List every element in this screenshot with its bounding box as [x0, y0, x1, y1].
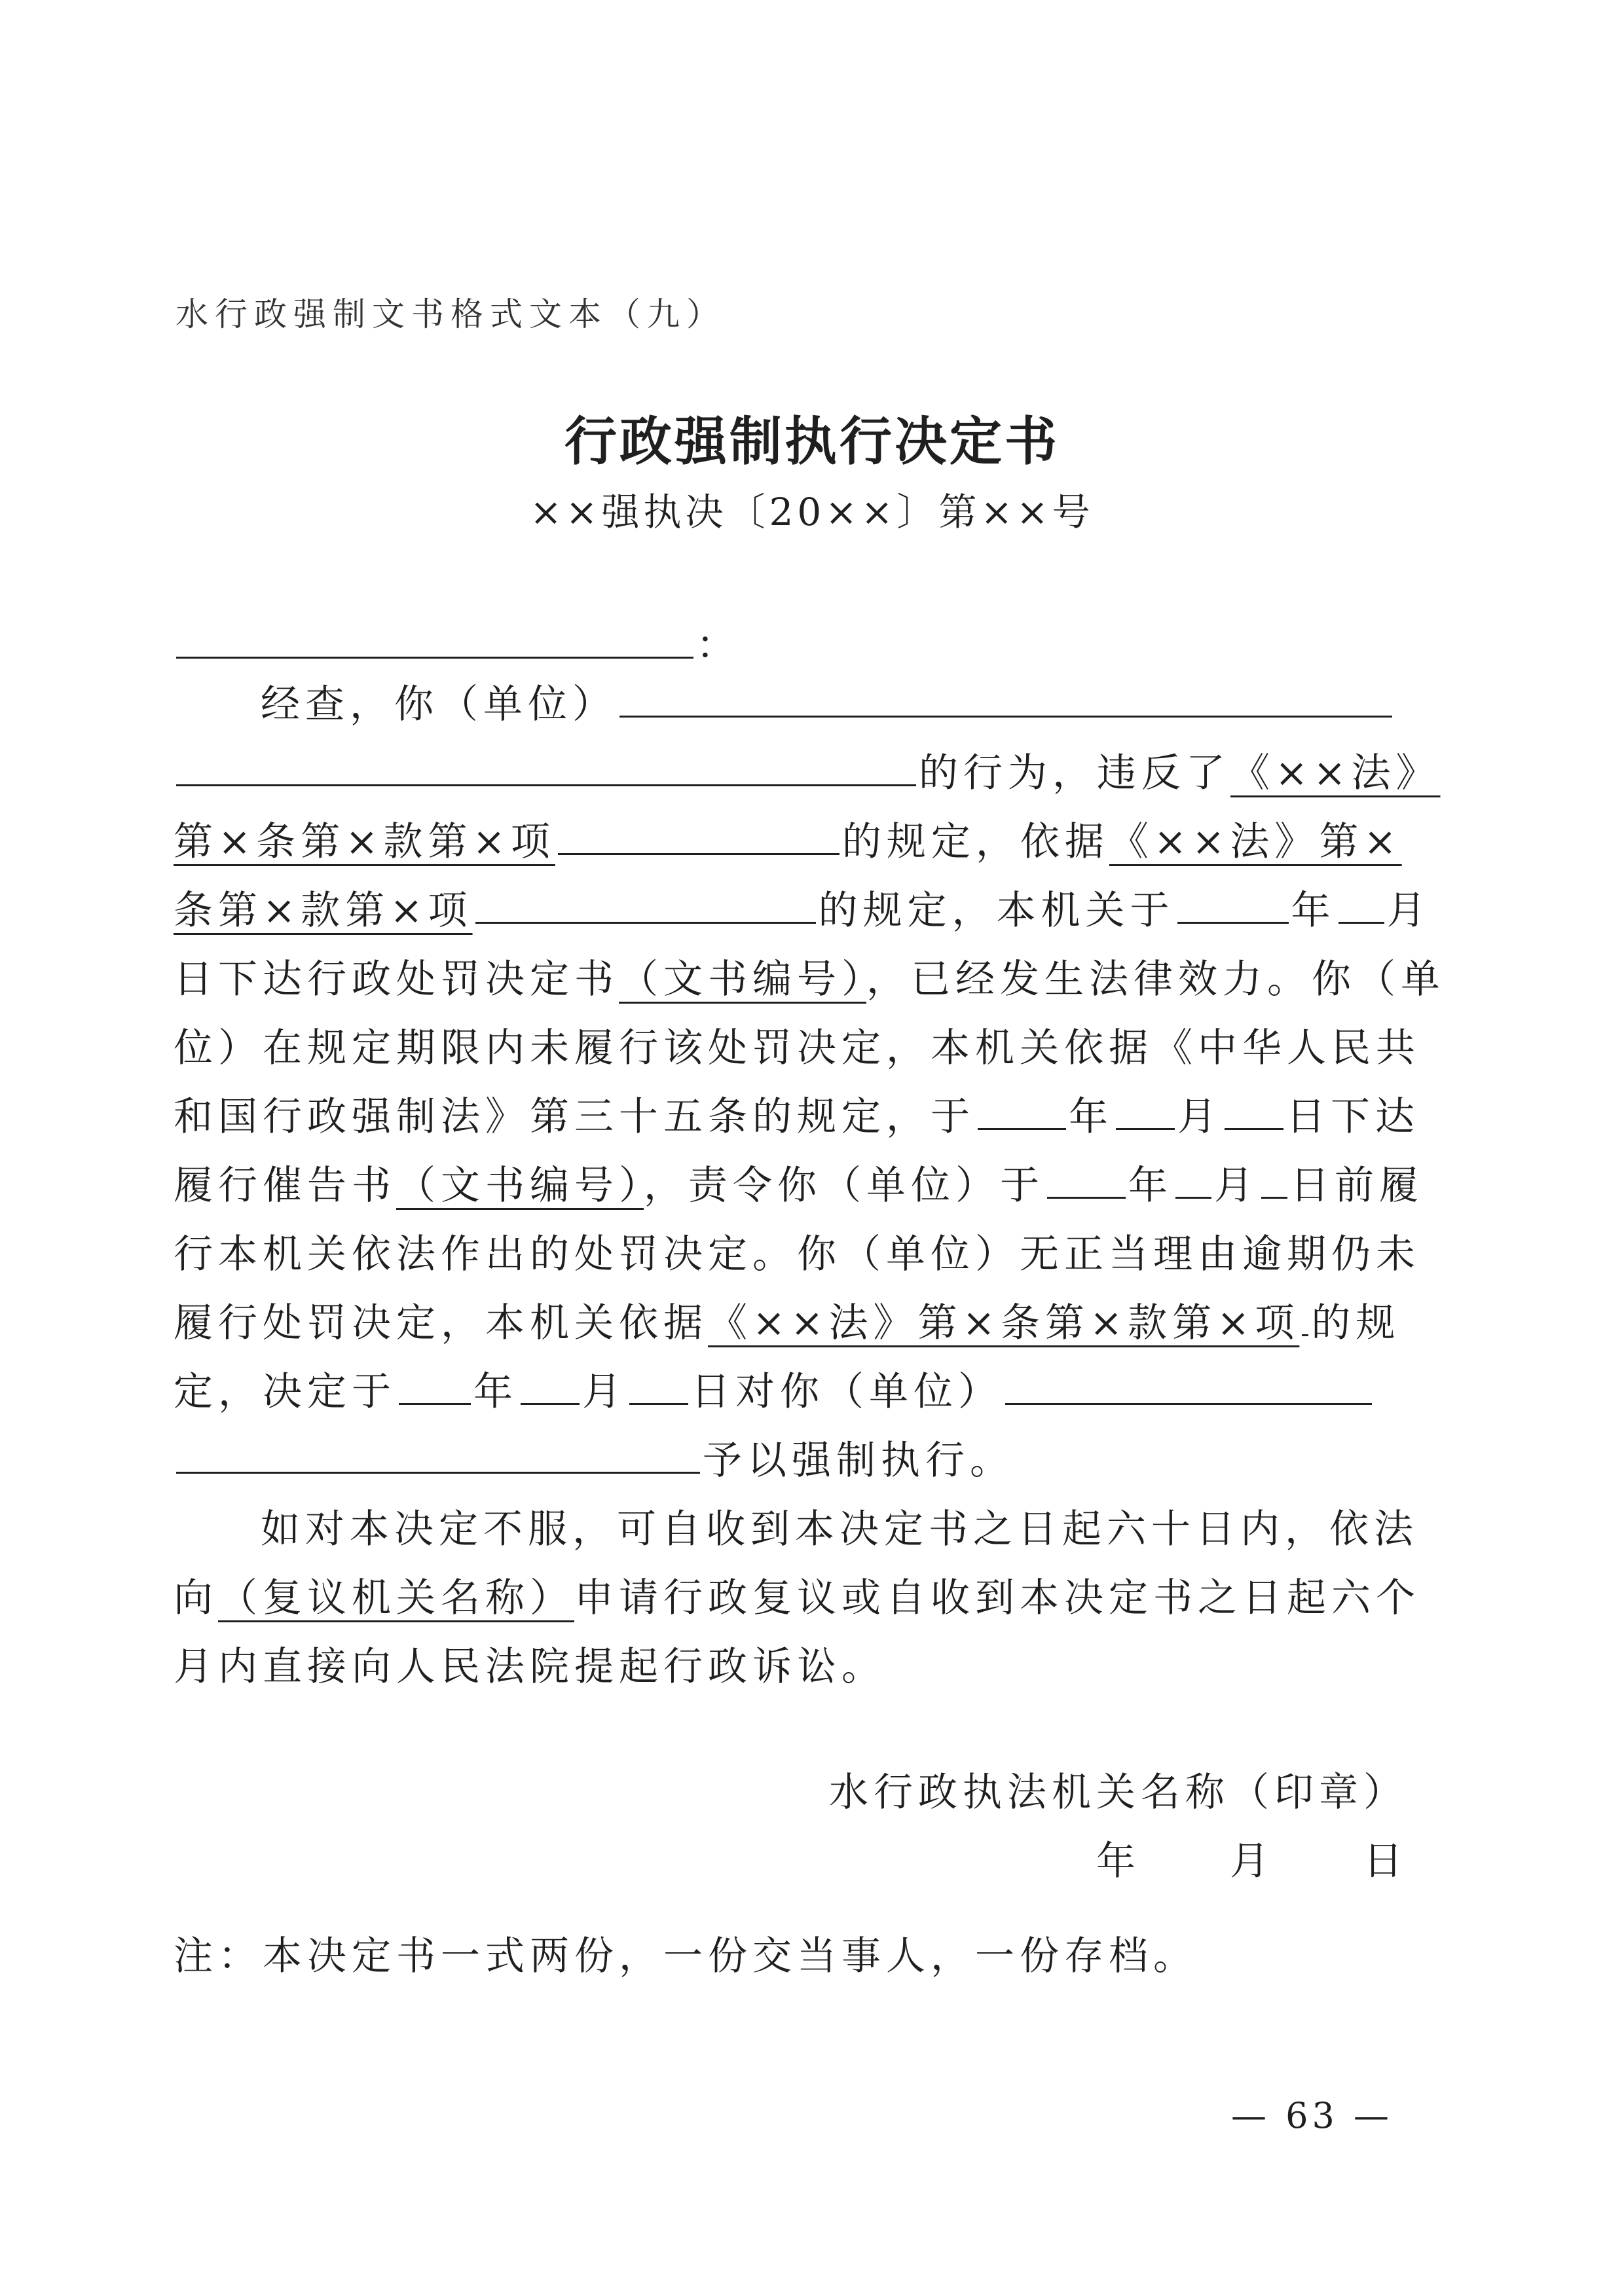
- signature-line: 水行政执法机关名称（印章）: [829, 1770, 1408, 1815]
- enforce-day-blank[interactable]: [629, 1361, 688, 1405]
- violated-article: 第×条第×款第×项: [174, 819, 555, 865]
- body-line-1: 经查，你（单位）: [261, 668, 1505, 741]
- body-line-8: 履行催告书（文书编号），责令你（单位）于 年 月 日前履: [174, 1149, 1418, 1222]
- recipient-line: ：: [174, 609, 1418, 682]
- appeal-line-1: 如对本决定不服，可自收到本决定书之日起六十日内，依法: [261, 1506, 1418, 1552]
- appeal-line-2: 向（复议机关名称）申请行政复议或自收到本决定书之日起六个: [174, 1575, 1420, 1621]
- recipient-blank[interactable]: [176, 615, 693, 659]
- enforcement-content-blank-1[interactable]: [1005, 1361, 1372, 1405]
- enforce-year-blank[interactable]: [399, 1361, 471, 1405]
- body-line-10: 履行处罚决定，本机关依据《××法》第×条第×款第×项 的规: [174, 1286, 1418, 1360]
- document-ref-2: （文书编号）: [396, 1163, 644, 1209]
- basis-article: 条第×款第×项: [174, 888, 473, 934]
- document-ref-1: （文书编号）: [619, 957, 866, 1002]
- law-reference-1: 《××法》: [1230, 750, 1441, 796]
- form-header: 水行政强制文书格式文本（九）: [175, 295, 726, 333]
- signature-date: 年 月 日: [1096, 1838, 1408, 1884]
- body-line-4: 条第×款第×项 的规定，本机关于 年 月: [174, 874, 1418, 947]
- body-line-12: 予以强制执行。: [174, 1424, 1418, 1497]
- law-reference-3: 《××法》第×条第×款第×项: [708, 1300, 1300, 1346]
- body-line-5: 日下达行政处罚决定书（文书编号），已经发生法律效力。你（单: [174, 957, 1445, 1002]
- deadline-day-blank[interactable]: [1261, 1155, 1287, 1199]
- review-organ: （复议机关名称）: [218, 1575, 574, 1621]
- notice-day-blank[interactable]: [1225, 1086, 1283, 1130]
- body-line-11: 定，决定于 年 月 日对你（单位）: [174, 1355, 1418, 1429]
- body-line-3: 第×条第×款第×项 的规定，依据《××法》第×: [174, 805, 1418, 879]
- body-line-2: 的行为，违反了《××法》: [174, 737, 1418, 810]
- body-line-6: 位）在规定期限内未履行该处罚决定，本机关依据《中华人民共: [174, 1025, 1420, 1071]
- violation-blank-1[interactable]: [619, 674, 1392, 718]
- deadline-month-blank[interactable]: [1175, 1155, 1211, 1199]
- deadline-year-blank[interactable]: [1047, 1155, 1126, 1199]
- page-number: — 63 —: [1231, 2095, 1393, 2136]
- footnote: 注：本决定书一式两份，一份交当事人，一份存档。: [174, 1933, 1198, 1979]
- notice-year-blank[interactable]: [978, 1086, 1066, 1130]
- body-line-9: 行本机关依法作出的处罚决定。你（单位）无正当理由逾期仍未: [174, 1231, 1420, 1277]
- document-title: 行政强制执行决定书: [564, 410, 1060, 472]
- enforcement-content-blank-2[interactable]: [176, 1430, 700, 1474]
- law-reference-2: 《××法》第×: [1109, 819, 1402, 865]
- notice-month-blank[interactable]: [1116, 1086, 1175, 1130]
- penalty-year-blank[interactable]: [1177, 880, 1289, 924]
- document-number: ××强执决〔20××〕第××号: [530, 490, 1094, 534]
- body-line-7: 和国行政强制法》第三十五条的规定，于 年 月 日下达: [174, 1080, 1418, 1154]
- violation-blank-2[interactable]: [176, 742, 916, 786]
- appeal-line-3: 月内直接向人民法院提起行政诉讼。: [174, 1644, 886, 1690]
- penalty-month-blank[interactable]: [1338, 880, 1384, 924]
- enforce-month-blank[interactable]: [521, 1361, 580, 1405]
